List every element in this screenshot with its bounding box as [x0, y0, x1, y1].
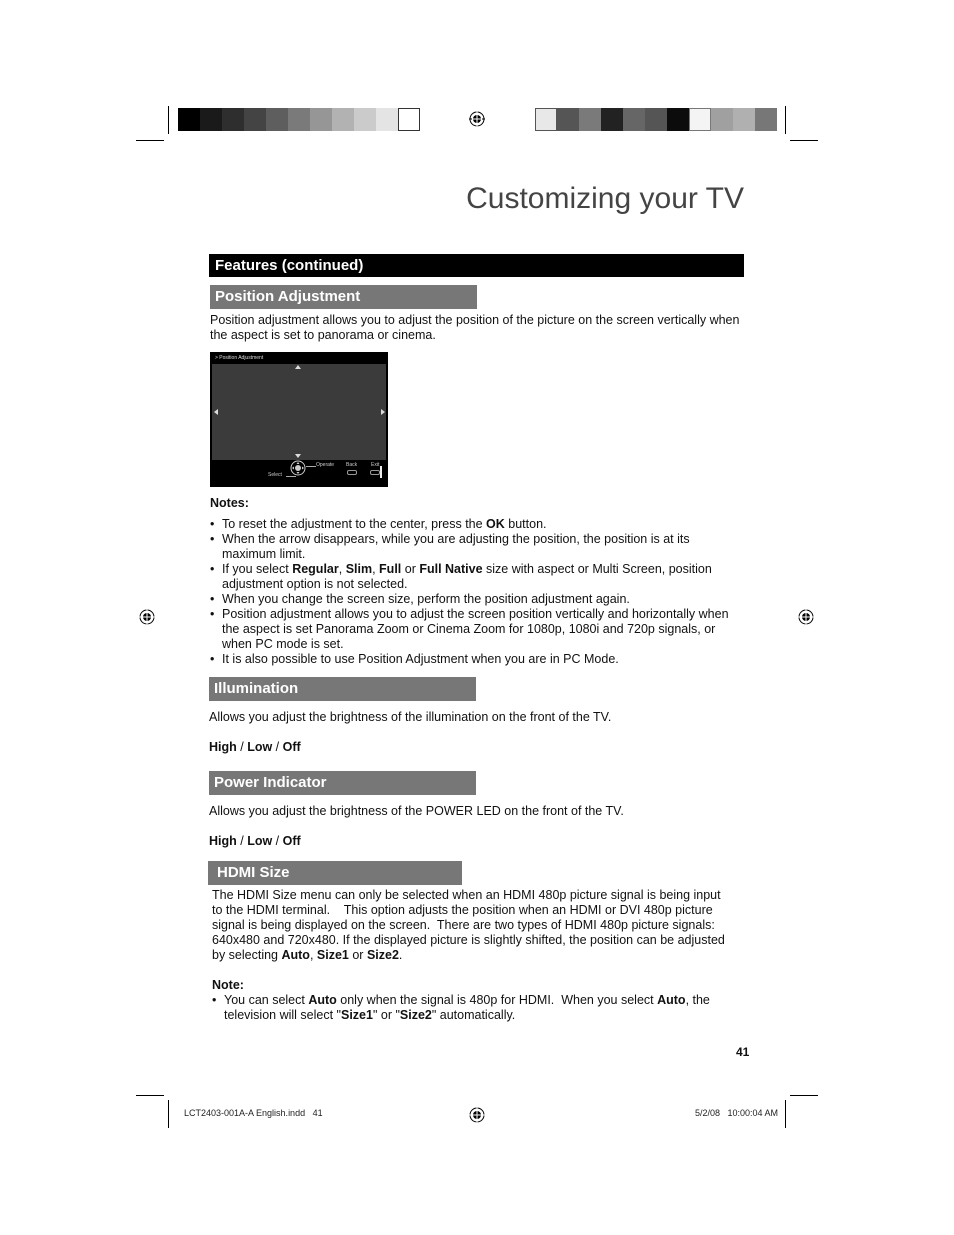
- power-indicator-options: [209, 834, 301, 848]
- screen-picture-area: [212, 364, 386, 460]
- swatch: [557, 108, 579, 131]
- option-low: Low: [247, 740, 273, 754]
- hdmi-text: .: [398, 948, 403, 962]
- swatch: [398, 108, 420, 131]
- footer-file-name: LCT2403-001A-A English.indd 41: [184, 1108, 323, 1118]
- swatch: [755, 108, 777, 131]
- list-item: [209, 562, 744, 592]
- note-text: size with aspect or Multi Screen, position adjustment option is not selected.: [222, 562, 712, 591]
- option-off: Off: [282, 834, 301, 848]
- crop-mark: [136, 1095, 164, 1096]
- registration-mark-icon: [139, 609, 155, 625]
- notes-title: Notes:: [210, 496, 249, 510]
- crop-mark: [136, 140, 164, 141]
- power-indicator-text: Allows you adjust the brightness of the POWER LED on the front of the TV.: [209, 804, 624, 818]
- note-text: You can select: [224, 993, 309, 1007]
- swatch: [310, 108, 332, 131]
- illumination-text: Allows you adjust the brightness of the illumination on the front of the TV.: [209, 710, 612, 724]
- note-bold: Size2: [399, 1008, 432, 1022]
- note-text: When the arrow disappears, while you are adjusting the position, the position is at its maximum limit.: [222, 532, 690, 561]
- page-title: Customizing your TV: [466, 182, 744, 215]
- option-high: High: [209, 740, 237, 754]
- operate-label: Operate: [316, 462, 335, 468]
- swatch: [266, 108, 288, 131]
- hdmi-bold: Auto: [281, 948, 310, 962]
- back-button-icon: [347, 470, 357, 475]
- hdmi-line: [212, 948, 747, 963]
- hdmi-note-title: Note:: [212, 978, 244, 992]
- swatch: [222, 108, 244, 131]
- hdmi-text: or: [348, 948, 367, 962]
- illumination-options: [209, 740, 301, 754]
- crop-mark: [785, 1100, 786, 1128]
- note-text: To reset the adjustment to the center, press the: [222, 517, 487, 531]
- note-text: only when the signal is 480p for HDMI. When you select: [336, 993, 658, 1007]
- hdmi-size-text: [212, 888, 747, 963]
- note-text: When you change the screen size, perform the position adjustment again.: [222, 592, 630, 606]
- option-high: High: [209, 834, 237, 848]
- note-text: ,: [338, 562, 346, 576]
- swatch: [601, 108, 623, 131]
- swatch: [733, 108, 755, 131]
- note-bold: OK: [486, 517, 505, 531]
- note-text: or: [401, 562, 420, 576]
- note-text: , the television will select ": [224, 993, 714, 1022]
- option-off: Off: [282, 740, 301, 754]
- hdmi-size-heading: HDMI Size: [208, 861, 462, 885]
- note-bold: Full: [379, 562, 402, 576]
- note-bold: Full Native: [419, 562, 483, 576]
- option-separator: /: [236, 740, 248, 754]
- swatch: [689, 108, 711, 131]
- exit-label: Exit: [371, 462, 380, 468]
- option-low: Low: [247, 834, 273, 848]
- list-item: [209, 592, 744, 607]
- arrow-down-icon: [295, 454, 301, 458]
- registration-mark-icon: [798, 609, 814, 625]
- hdmi-note-list: [211, 993, 746, 1023]
- arrow-up-icon: [295, 365, 301, 369]
- note-text: ,: [372, 562, 380, 576]
- list-item: [209, 532, 744, 562]
- option-separator: /: [272, 740, 283, 754]
- registration-mark-icon: [469, 111, 485, 127]
- crop-mark: [168, 1100, 169, 1128]
- note-bold: Size1: [340, 1008, 373, 1022]
- back-label: Back: [346, 462, 358, 468]
- swatch: [354, 108, 376, 131]
- footer-timestamp: 5/2/08 10:00:04 AM: [694, 1108, 778, 1118]
- note-bold: Auto: [308, 993, 337, 1007]
- hdmi-line: to the HDMI terminal. This option adjusts the position when an HDMI or DVI 480p picture: [212, 903, 713, 917]
- list-item: [209, 652, 744, 667]
- swatch: [178, 108, 200, 131]
- crop-mark: [785, 106, 786, 134]
- note-text: It is also possible to use Position Adjustment when you are in PC Mode.: [222, 652, 619, 666]
- list-item: [209, 517, 744, 532]
- features-header: Features (continued): [209, 254, 744, 277]
- option-separator: /: [236, 834, 248, 848]
- hdmi-bold: Size2: [366, 948, 399, 962]
- intro-line: the aspect is set to panorama or cinema.: [210, 328, 436, 342]
- swatch: [711, 108, 733, 131]
- hdmi-text: ,: [309, 948, 317, 962]
- crop-mark: [790, 1095, 818, 1096]
- illumination-heading: Illumination: [209, 677, 476, 701]
- swatch: [288, 108, 310, 131]
- power-indicator-heading: Power Indicator: [209, 771, 476, 795]
- position-adjustment-heading: Position Adjustment: [210, 285, 477, 309]
- note-text: button.: [504, 517, 547, 531]
- swatch: [579, 108, 601, 131]
- swatch: [667, 108, 689, 131]
- note-bold: Auto: [657, 993, 686, 1007]
- swatch: [623, 108, 645, 131]
- leader-line: [306, 466, 316, 467]
- screen-edge-bar: [380, 466, 382, 478]
- swatch: [645, 108, 667, 131]
- hdmi-line: 640x480 and 720x480. If the displayed picture is slightly shifted, the position can be adjusted: [212, 933, 725, 947]
- swatch: [332, 108, 354, 131]
- page-number: 41: [736, 1045, 750, 1059]
- list-item: [209, 607, 744, 652]
- arrow-left-icon: [214, 409, 218, 415]
- remote-dpad-icon: [290, 460, 306, 476]
- registration-mark-icon: [469, 1107, 485, 1123]
- position-adjustment-intro: [210, 313, 750, 343]
- note-text: Position adjustment allows you to adjust the screen position vertically and horizontally when the aspect is set Panorama Zoom or Cinema Zoom for 1080p, 1080i and 720p signals, or when PC mode is set.: [222, 607, 729, 651]
- exit-button-icon: [370, 470, 380, 475]
- screen-header: > Position Adjustment: [215, 355, 264, 361]
- crop-mark: [790, 140, 818, 141]
- list-item: [211, 993, 746, 1023]
- hdmi-line: The HDMI Size menu can only be selected when an HDMI 480p picture signal is being input: [212, 888, 721, 902]
- notes-list: [209, 517, 744, 667]
- swatch: [200, 108, 222, 131]
- swatch: [244, 108, 266, 131]
- leader-line: [286, 476, 296, 477]
- note-bold: Slim: [345, 562, 373, 576]
- note-text: If you select: [222, 562, 293, 576]
- hdmi-bold: Size1: [316, 948, 349, 962]
- note-bold: Regular: [292, 562, 339, 576]
- position-adjustment-screen: [210, 352, 388, 487]
- arrow-right-icon: [381, 409, 385, 415]
- hdmi-line: signal is being displayed on the screen. There are two types of HDMI 480p picture signals:: [212, 918, 715, 932]
- note-text: " or ": [372, 1008, 400, 1022]
- select-label: Select: [268, 472, 282, 478]
- crop-mark: [168, 106, 169, 134]
- swatch: [535, 108, 557, 131]
- swatch: [376, 108, 398, 131]
- option-separator: /: [272, 834, 283, 848]
- note-text: " automatically.: [431, 1008, 516, 1022]
- intro-line: Position adjustment allows you to adjust the position of the picture on the screen vertically when: [210, 313, 740, 327]
- hdmi-text: by selecting: [212, 948, 282, 962]
